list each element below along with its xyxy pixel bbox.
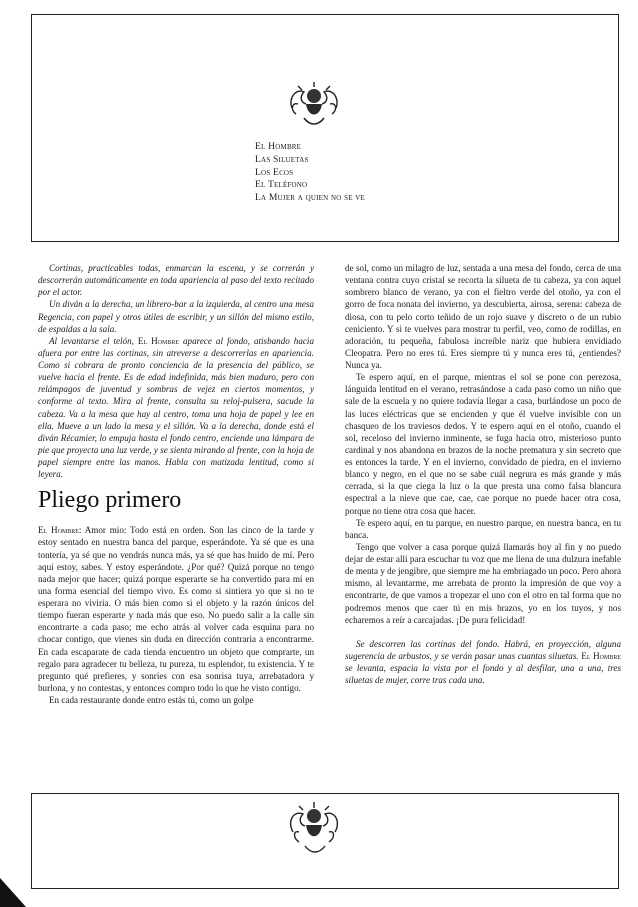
cherub-ornament-icon (285, 798, 343, 856)
character-name: El Hombre (581, 650, 621, 661)
stage-direction: Cortinas, practicables todas, enmarcan la escena, y se correrán y descorrerán automáticamente en toda apariencia al paso del texto recitado por el actor. (38, 263, 314, 298)
cast-item: El Hombre (255, 141, 302, 152)
speech-text: : Amor mío: Todo está en orden. Son las cinco de la tarde y estoy sentado en nuestra banca del parque, esperándote. Ya sé que es una tontería, ya sé que no vendrás nunca más, ya sé que has huido de mí. Pero aquí estoy, sabes. Y estoy esperándote. ¿Por qué? Quizá porque no tengo nada mejor que hacer; quizá porque esperarte se ha convertido para mí en una forma esencial del tiempo vivo. Es como si sintiera yo que si no te esperara no viviría. O más bien como si el objeto y la razón únicos del tiempo fueran esperarte y nada más que eso. No puedo salir a la calle sin encontrarte a cada paso; me echo atrás al volver cada esquina para no chocar contigo, que vienes sin duda en dirección contraria a encontrarme. En cada escaparate de cada tienda encuentro un objeto que comprarte, un regalo para agradecer tu belleza, tu pureza, tu esplendor, tu existencia. Y te pregunto qué prefieres, y sonríes con esa sonrisa tuya, arrebatadora y burlona, y no contestas, y entonces compro todo lo que he visto contigo. (38, 525, 314, 693)
stage-direction: Un diván a la derecha, un librero-bar a la izquierda, al centro una mesa Regencia, con papel y otros útiles de escribir, y un sillón del mismo estilo, de espaldas a la sala. (38, 299, 314, 334)
stage-direction-text: Se descorren las cortinas del fondo. Habrá, en proyección, alguna sugerencia de arbustos, y se verán pasar unas cuantas siluetas. (345, 638, 621, 661)
speech-paragraph: Te espero aquí, en el parque, mientras el sol se pone con perezosa, lánguida lentitud en el verano, retrasándose a cada paso como un niño que sale de la escuela y no quiere todavía llegar a casa, burlándose un poco de las luces eléctricas que se encienden y que él vuelve invisible con un chasqueo de los traviesos dedos. Y te espero aquí en el otoño, cuando el sol, receloso del invierno inminente, se fuga hacia otro, misterioso punto cardinal y nos abandona en brazos de la noche prematura y sin secreto que es entonces la tarde. Y en el invierno, convidado de piedra, en el invierno blanco y negro, en el que no se sabe cuál negrura es más grande y más cerrada, si la que ciega la luz o la que presta una como falsa blancura espectral a la nieve que cae, cae, cae porque no puede hacer otra cosa, porque no tiene otra cosa que hacer. (345, 372, 621, 516)
stage-direction-text: se levanta, espacia la vista por el fondo y al desfilar, una a una, tres siluetas de mujer, corre tras cada una. (345, 663, 621, 686)
stage-direction-text: aparece al fondo, atisbando hacia afuera por entre las cortinas, sin atreverse a descorrerlas en apariencia. Como si cobrara de pronto conciencia de la presencia del público, se vuelve hacia el frente. Es de edad indefinida, más bien maduro, pero con relámpagos de juventud y sombras de vejez en ciertos momentos, y conforme al texto. Mira al frente, consulta su reloj-pulsera, sacude la cabeza. Va a la mesa que hay al centro, toma una hoja de papel y lee en ella. Mueve a un lado la mesa y el sillón. Va a la derecha, donde está el diván Récamier, lo empuja hasta el fondo centro, enciende una lámpara de pie que proyecta una luz verde, y se sienta mirando al frente, con la hoja de papel siempre entre las manos. Habla con matizada lentitud, como si leyera. (38, 335, 314, 480)
cast-list (255, 141, 365, 205)
speech-paragraph: En cada restaurante donde entro estás tú, como un golpe (49, 695, 254, 705)
cast-item: El Teléfono (255, 179, 308, 191)
right-column-flow (345, 262, 621, 686)
character-name: El Hombre (137, 335, 180, 346)
speech-paragraph (38, 524, 314, 694)
speech-paragraph: Te espero aquí, en tu parque, en nuestro parque, en nuestra banca, en tu banca. (345, 517, 621, 540)
cherub-ornament-icon (286, 78, 342, 128)
stage-direction-text: Al levantarse el telón, (49, 335, 138, 346)
cast-item: La Mujer a quien no se ve (255, 192, 365, 204)
cast-item: Los Ecos (255, 166, 294, 178)
closing-stage-direction (345, 638, 621, 687)
speaker-name: El Hombre (38, 525, 79, 536)
speech-paragraph-continued: de sol, como un milagro de luz, sentada a una mesa del fondo, cerca de una ventana contra cuyo cristal se recorta la silueta de tu cabeza, ya con aquel sombrero blanco de verano, ya con el fieltro verde del otoño, ya con el gorro de foca nonata del invierno, ya descubierta, airosa, serena: cabeza de diosa, con tu pelo corto teñido de un rojo suave y discreto o de un rubio ceniciento. Y si te vuelves para mostrar tu perfil, veo, como de rodillas, en adoración, tu pequeña, fabulosa increíble nariz que hubiera envidiado Cleopatra. Pero no eres tú. Eres siempre tú y nunca eres tú, ¿entiendes? Nunca ya. (345, 263, 621, 370)
speech-paragraph: Tengo que volver a casa porque quizá llamarás hoy al fin y no puedo dejar de estar allí para escuchar tu voz que me llena de una dulzura inefable de menta y de jengibre, que siempre me ha embriagado un poco. Pero ahora mismo, al levantarme, me arrebata de pronto la impresión de que voy a encontrarte, de que vamos a tropezar el uno con el otro en tal forma que no podremos menos que caer tú en mis brazos, yo en los tuyos, y nos echaremos a reír a carcajadas. ¡De pura felicidad! (345, 541, 621, 625)
cast-item: Las Siluetas (255, 153, 309, 165)
stage-direction (38, 335, 314, 481)
page-corner-mark-icon (0, 872, 30, 907)
section-heading: Pliego primero (38, 487, 182, 514)
left-column (38, 262, 314, 706)
top-border-frame (31, 14, 619, 242)
